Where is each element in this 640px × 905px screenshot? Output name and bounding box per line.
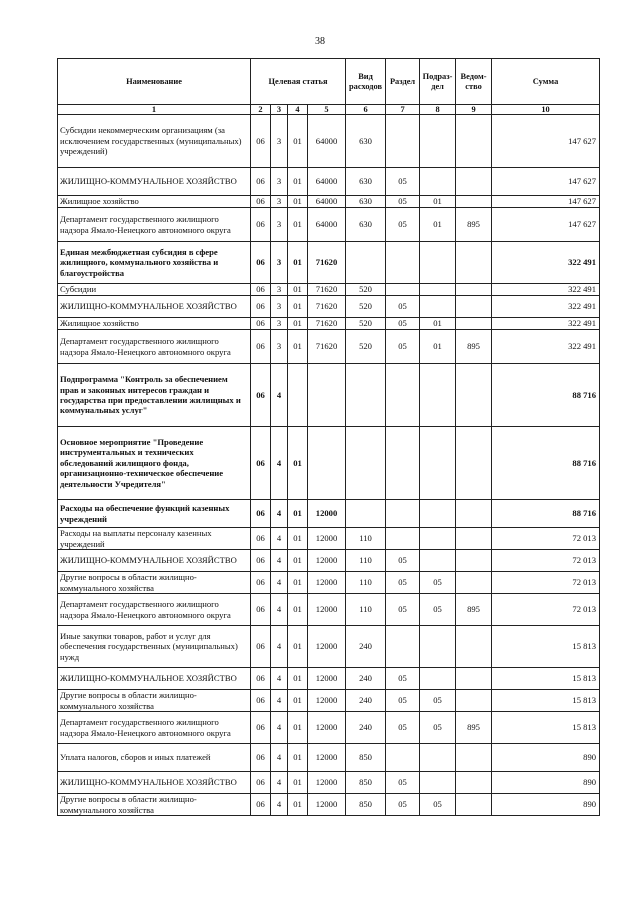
- cell-subsection: [420, 427, 456, 500]
- cell-sum: 72 013: [492, 528, 600, 550]
- cell-target-program: 06: [251, 550, 271, 572]
- cell-target-subprogram: 4: [271, 550, 288, 572]
- cell-section: 05: [386, 208, 420, 242]
- cell-target-direction: 12000: [308, 744, 346, 772]
- cell-target-program: 06: [251, 690, 271, 712]
- cell-section: [386, 500, 420, 528]
- cell-department: [456, 115, 492, 168]
- column-number: 3: [271, 105, 288, 115]
- cell-name: Расходы на выплаты персоналу казенных учреждений: [58, 528, 251, 550]
- cell-target-direction: 64000: [308, 115, 346, 168]
- cell-target-program: 06: [251, 364, 271, 427]
- cell-subsection: [420, 744, 456, 772]
- cell-expense-type: 520: [346, 318, 386, 330]
- cell-expense-type: 110: [346, 572, 386, 594]
- column-number-row: [58, 105, 600, 115]
- cell-target-program: 06: [251, 115, 271, 168]
- cell-department: [456, 364, 492, 427]
- cell-section: [386, 115, 420, 168]
- header-target: Целевая статья: [251, 59, 346, 105]
- cell-target-activity: 01: [288, 196, 308, 208]
- cell-target-subprogram: 3: [271, 242, 288, 284]
- cell-section: [386, 528, 420, 550]
- cell-department: [456, 500, 492, 528]
- cell-target-program: 06: [251, 668, 271, 690]
- cell-target-activity: 01: [288, 427, 308, 500]
- cell-department: [456, 196, 492, 208]
- cell-sum: 72 013: [492, 550, 600, 572]
- cell-department: [456, 528, 492, 550]
- table-row: [58, 772, 600, 794]
- cell-target-program: 06: [251, 744, 271, 772]
- cell-target-program: 06: [251, 284, 271, 296]
- cell-name: Субсидии некоммерческим организациям (за исключением государственных (муниципальных) учреждений): [58, 115, 251, 168]
- column-number: 8: [420, 105, 456, 115]
- cell-expense-type: 110: [346, 528, 386, 550]
- cell-subsection: [420, 528, 456, 550]
- table-row: [58, 427, 600, 500]
- cell-department: [456, 794, 492, 816]
- cell-target-subprogram: 3: [271, 196, 288, 208]
- cell-target-direction: 12000: [308, 690, 346, 712]
- cell-name: Уплата налогов, сборов и иных платежей: [58, 744, 251, 772]
- cell-target-direction: 71620: [308, 318, 346, 330]
- cell-target-subprogram: 4: [271, 744, 288, 772]
- cell-subsection: 05: [420, 712, 456, 744]
- cell-target-direction: 71620: [308, 242, 346, 284]
- cell-sum: 88 716: [492, 500, 600, 528]
- cell-department: [456, 572, 492, 594]
- cell-department: [456, 318, 492, 330]
- cell-section: [386, 364, 420, 427]
- column-number: 6: [346, 105, 386, 115]
- cell-name: ЖИЛИЩНО-КОММУНАЛЬНОЕ ХОЗЯЙСТВО: [58, 168, 251, 196]
- table-row: [58, 330, 600, 364]
- cell-name: ЖИЛИЩНО-КОММУНАЛЬНОЕ ХОЗЯЙСТВО: [58, 550, 251, 572]
- cell-section: 05: [386, 772, 420, 794]
- cell-subsection: 05: [420, 794, 456, 816]
- cell-target-activity: 01: [288, 318, 308, 330]
- cell-name: Субсидии: [58, 284, 251, 296]
- cell-name: ЖИЛИЩНО-КОММУНАЛЬНОЕ ХОЗЯЙСТВО: [58, 772, 251, 794]
- table-row: [58, 594, 600, 626]
- cell-expense-type: 630: [346, 115, 386, 168]
- cell-expense-type: 240: [346, 626, 386, 668]
- cell-subsection: 05: [420, 690, 456, 712]
- cell-subsection: 01: [420, 196, 456, 208]
- cell-section: 05: [386, 550, 420, 572]
- cell-target-program: 06: [251, 712, 271, 744]
- table-row: [58, 668, 600, 690]
- cell-sum: 147 627: [492, 208, 600, 242]
- cell-section: [386, 242, 420, 284]
- cell-sum: 322 491: [492, 242, 600, 284]
- cell-sum: 15 813: [492, 690, 600, 712]
- cell-department: [456, 744, 492, 772]
- cell-target-subprogram: 4: [271, 690, 288, 712]
- table-row: [58, 318, 600, 330]
- header-subsection: Подраз-дел: [420, 59, 456, 105]
- cell-target-program: 06: [251, 196, 271, 208]
- cell-name: Иные закупки товаров, работ и услуг для обеспечения государственных (муниципальных) нужд: [58, 626, 251, 668]
- cell-expense-type: 240: [346, 668, 386, 690]
- table-row: [58, 744, 600, 772]
- column-number: 10: [492, 105, 600, 115]
- table-row: [58, 296, 600, 318]
- cell-target-activity: 01: [288, 690, 308, 712]
- cell-target-program: 06: [251, 500, 271, 528]
- cell-section: [386, 427, 420, 500]
- cell-target-direction: [308, 427, 346, 500]
- page-number: 38: [315, 36, 325, 47]
- table-row: [58, 528, 600, 550]
- column-number: 4: [288, 105, 308, 115]
- cell-department: 895: [456, 330, 492, 364]
- cell-sum: 72 013: [492, 594, 600, 626]
- header-name: Наименование: [58, 59, 251, 105]
- cell-subsection: 01: [420, 208, 456, 242]
- cell-target-program: 06: [251, 772, 271, 794]
- table-row: [58, 196, 600, 208]
- cell-subsection: [420, 296, 456, 318]
- cell-target-activity: 01: [288, 115, 308, 168]
- cell-department: 895: [456, 594, 492, 626]
- cell-section: 05: [386, 572, 420, 594]
- cell-target-program: 06: [251, 572, 271, 594]
- cell-target-program: 06: [251, 528, 271, 550]
- cell-target-activity: 01: [288, 744, 308, 772]
- table-row: [58, 794, 600, 816]
- cell-name: Жилищное хозяйство: [58, 196, 251, 208]
- cell-expense-type: 630: [346, 196, 386, 208]
- cell-expense-type: [346, 364, 386, 427]
- cell-department: 895: [456, 712, 492, 744]
- table-row: [58, 284, 600, 296]
- cell-name: Департамент государственного жилищного надзора Ямало-Ненецкого автономного округа: [58, 712, 251, 744]
- cell-subsection: [420, 364, 456, 427]
- cell-sum: 72 013: [492, 572, 600, 594]
- cell-name: Другие вопросы в области жилищно-коммунального хозяйства: [58, 572, 251, 594]
- cell-target-subprogram: 4: [271, 427, 288, 500]
- cell-department: [456, 550, 492, 572]
- budget-table: [57, 58, 600, 816]
- cell-sum: 147 627: [492, 115, 600, 168]
- cell-sum: 15 813: [492, 668, 600, 690]
- cell-section: [386, 284, 420, 296]
- cell-section: 05: [386, 330, 420, 364]
- cell-target-activity: 01: [288, 550, 308, 572]
- cell-sum: 88 716: [492, 364, 600, 427]
- cell-target-program: 06: [251, 427, 271, 500]
- cell-target-activity: 01: [288, 572, 308, 594]
- cell-section: 05: [386, 196, 420, 208]
- cell-target-activity: 01: [288, 772, 308, 794]
- cell-target-program: 06: [251, 168, 271, 196]
- cell-expense-type: [346, 427, 386, 500]
- cell-target-subprogram: 4: [271, 668, 288, 690]
- table-row: [58, 168, 600, 196]
- cell-target-direction: 64000: [308, 168, 346, 196]
- cell-target-subprogram: 4: [271, 594, 288, 626]
- cell-target-activity: 01: [288, 330, 308, 364]
- cell-target-direction: 12000: [308, 626, 346, 668]
- cell-department: [456, 242, 492, 284]
- cell-subsection: [420, 115, 456, 168]
- table-row: [58, 500, 600, 528]
- cell-section: 05: [386, 690, 420, 712]
- cell-target-direction: [308, 364, 346, 427]
- cell-expense-type: 520: [346, 296, 386, 318]
- cell-name: Подпрограмма "Контроль за обеспечением прав и законных интересов граждан и государства при предоставлении жилищных и коммунальных услуг": [58, 364, 251, 427]
- table-row: [58, 572, 600, 594]
- cell-sum: 88 716: [492, 427, 600, 500]
- table-row: [58, 690, 600, 712]
- cell-target-program: 06: [251, 626, 271, 668]
- table-row: [58, 550, 600, 572]
- cell-department: [456, 690, 492, 712]
- cell-target-activity: 01: [288, 500, 308, 528]
- cell-target-program: 06: [251, 330, 271, 364]
- cell-target-activity: 01: [288, 668, 308, 690]
- header-expense-type: Вид расходов: [346, 59, 386, 105]
- cell-sum: 15 813: [492, 626, 600, 668]
- cell-target-direction: 64000: [308, 208, 346, 242]
- column-number: 7: [386, 105, 420, 115]
- cell-target-activity: 01: [288, 712, 308, 744]
- cell-target-direction: 71620: [308, 330, 346, 364]
- cell-target-activity: 01: [288, 208, 308, 242]
- cell-subsection: 01: [420, 330, 456, 364]
- cell-expense-type: 630: [346, 208, 386, 242]
- cell-target-activity: 01: [288, 794, 308, 816]
- cell-expense-type: 520: [346, 330, 386, 364]
- cell-target-subprogram: 4: [271, 626, 288, 668]
- cell-name: Другие вопросы в области жилищно-коммунального хозяйства: [58, 690, 251, 712]
- cell-name: Единая межбюджетная субсидия в сфере жилищного, коммунального хозяйства и благоустройства: [58, 242, 251, 284]
- cell-section: 05: [386, 296, 420, 318]
- column-number: 5: [308, 105, 346, 115]
- cell-name: Департамент государственного жилищного надзора Ямало-Ненецкого автономного округа: [58, 208, 251, 242]
- cell-expense-type: 630: [346, 168, 386, 196]
- cell-target-subprogram: 4: [271, 364, 288, 427]
- cell-target-subprogram: 4: [271, 794, 288, 816]
- cell-expense-type: 240: [346, 690, 386, 712]
- cell-sum: 890: [492, 772, 600, 794]
- table-row: [58, 115, 600, 168]
- cell-target-direction: 12000: [308, 500, 346, 528]
- header-department: Ведом-ство: [456, 59, 492, 105]
- cell-target-subprogram: 3: [271, 208, 288, 242]
- table-row: [58, 242, 600, 284]
- cell-target-direction: 12000: [308, 594, 346, 626]
- cell-sum: 322 491: [492, 330, 600, 364]
- header-row: [58, 59, 600, 105]
- cell-target-direction: 12000: [308, 572, 346, 594]
- cell-sum: 890: [492, 794, 600, 816]
- cell-target-direction: 71620: [308, 296, 346, 318]
- cell-target-subprogram: 4: [271, 712, 288, 744]
- cell-subsection: [420, 550, 456, 572]
- cell-target-subprogram: 3: [271, 115, 288, 168]
- cell-subsection: 05: [420, 594, 456, 626]
- cell-target-direction: 12000: [308, 550, 346, 572]
- cell-expense-type: 850: [346, 794, 386, 816]
- cell-sum: 322 491: [492, 284, 600, 296]
- cell-section: 05: [386, 594, 420, 626]
- cell-subsection: [420, 242, 456, 284]
- cell-department: [456, 626, 492, 668]
- cell-department: [456, 284, 492, 296]
- table-row: [58, 208, 600, 242]
- cell-section: 05: [386, 712, 420, 744]
- cell-target-activity: 01: [288, 168, 308, 196]
- cell-department: [456, 296, 492, 318]
- cell-sum: 890: [492, 744, 600, 772]
- cell-expense-type: 110: [346, 594, 386, 626]
- cell-department: [456, 668, 492, 690]
- table-row: [58, 712, 600, 744]
- cell-department: 895: [456, 208, 492, 242]
- column-number: 9: [456, 105, 492, 115]
- cell-name: Основное мероприятие "Проведение инструментальных и технических обследований жилищного фонда, организационно-техническое обеспечение деятельности Учредителя": [58, 427, 251, 500]
- cell-target-subprogram: 3: [271, 284, 288, 296]
- cell-sum: 147 627: [492, 196, 600, 208]
- cell-target-activity: [288, 364, 308, 427]
- cell-section: 05: [386, 668, 420, 690]
- cell-expense-type: [346, 242, 386, 284]
- header-section: Раздел: [386, 59, 420, 105]
- cell-target-subprogram: 4: [271, 572, 288, 594]
- cell-target-activity: 01: [288, 242, 308, 284]
- cell-target-direction: 64000: [308, 196, 346, 208]
- cell-subsection: [420, 668, 456, 690]
- cell-name: ЖИЛИЩНО-КОММУНАЛЬНОЕ ХОЗЯЙСТВО: [58, 668, 251, 690]
- cell-department: [456, 427, 492, 500]
- cell-target-direction: 12000: [308, 668, 346, 690]
- cell-target-activity: 01: [288, 626, 308, 668]
- column-number: 2: [251, 105, 271, 115]
- cell-subsection: [420, 772, 456, 794]
- cell-target-subprogram: 3: [271, 296, 288, 318]
- cell-section: 05: [386, 794, 420, 816]
- cell-subsection: [420, 626, 456, 668]
- cell-target-program: 06: [251, 594, 271, 626]
- cell-subsection: [420, 168, 456, 196]
- cell-expense-type: 520: [346, 284, 386, 296]
- cell-target-subprogram: 4: [271, 772, 288, 794]
- cell-target-direction: 12000: [308, 712, 346, 744]
- column-number: 1: [58, 105, 251, 115]
- cell-subsection: [420, 284, 456, 296]
- cell-target-program: 06: [251, 242, 271, 284]
- cell-section: 05: [386, 318, 420, 330]
- cell-subsection: 01: [420, 318, 456, 330]
- table-row: [58, 364, 600, 427]
- cell-expense-type: [346, 500, 386, 528]
- cell-name: Другие вопросы в области жилищно-коммунального хозяйства: [58, 794, 251, 816]
- cell-subsection: [420, 500, 456, 528]
- cell-target-subprogram: 3: [271, 168, 288, 196]
- cell-target-subprogram: 3: [271, 318, 288, 330]
- cell-target-program: 06: [251, 208, 271, 242]
- cell-target-program: 06: [251, 318, 271, 330]
- cell-name: Департамент государственного жилищного надзора Ямало-Ненецкого автономного округа: [58, 594, 251, 626]
- cell-section: 05: [386, 168, 420, 196]
- cell-target-direction: 12000: [308, 772, 346, 794]
- cell-expense-type: 850: [346, 744, 386, 772]
- cell-target-program: 06: [251, 794, 271, 816]
- cell-target-program: 06: [251, 296, 271, 318]
- cell-department: [456, 772, 492, 794]
- cell-name: Расходы на обеспечение функций казенных учреждений: [58, 500, 251, 528]
- cell-target-activity: 01: [288, 594, 308, 626]
- cell-department: [456, 168, 492, 196]
- cell-target-subprogram: 4: [271, 500, 288, 528]
- cell-target-activity: 01: [288, 528, 308, 550]
- cell-target-direction: 12000: [308, 528, 346, 550]
- cell-target-subprogram: 3: [271, 330, 288, 364]
- header-sum: Сумма: [492, 59, 600, 105]
- cell-target-direction: 71620: [308, 284, 346, 296]
- cell-sum: 322 491: [492, 296, 600, 318]
- cell-name: Жилищное хозяйство: [58, 318, 251, 330]
- cell-target-activity: 01: [288, 296, 308, 318]
- cell-expense-type: 850: [346, 772, 386, 794]
- cell-sum: 147 627: [492, 168, 600, 196]
- cell-expense-type: 110: [346, 550, 386, 572]
- cell-section: [386, 626, 420, 668]
- cell-sum: 15 813: [492, 712, 600, 744]
- cell-section: [386, 744, 420, 772]
- cell-target-subprogram: 4: [271, 528, 288, 550]
- cell-name: Департамент государственного жилищного надзора Ямало-Ненецкого автономного округа: [58, 330, 251, 364]
- table-body: [58, 115, 600, 816]
- cell-expense-type: 240: [346, 712, 386, 744]
- cell-name: ЖИЛИЩНО-КОММУНАЛЬНОЕ ХОЗЯЙСТВО: [58, 296, 251, 318]
- cell-target-direction: 12000: [308, 794, 346, 816]
- cell-subsection: 05: [420, 572, 456, 594]
- cell-target-activity: 01: [288, 284, 308, 296]
- table-row: [58, 626, 600, 668]
- cell-sum: 322 491: [492, 318, 600, 330]
